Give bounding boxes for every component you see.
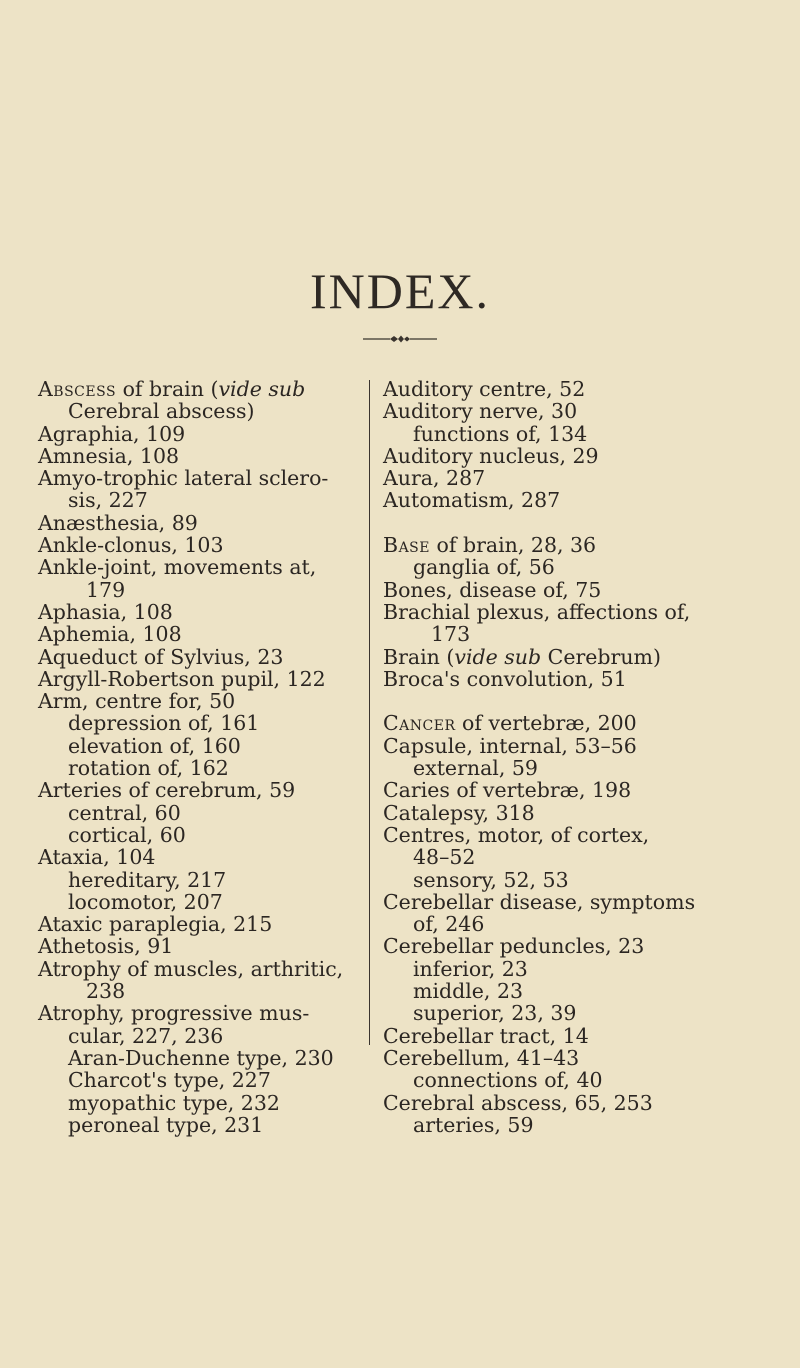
index-entry: Cerebral abscess, 65, 253 (383, 1090, 653, 1115)
index-entry: arteries, 59 (413, 1112, 534, 1137)
index-entry: sensory, 52, 53 (413, 867, 569, 892)
index-entry: Amyo-trophic lateral sclero- (38, 466, 329, 491)
index-entry: Atrophy, progressive mus- (38, 1001, 310, 1026)
index-entry: Agraphia, 109 (38, 421, 186, 446)
index-entry: inferior, 23 (413, 956, 528, 981)
index-entry: external, 59 (413, 756, 538, 781)
index-entry: Abscess of brain (vide sub (38, 377, 306, 401)
index-column-left (38, 378, 368, 1136)
index-entry: depression of, 161 (68, 711, 260, 736)
index-entry: elevation of, 160 (68, 733, 241, 758)
index-entry: cular, 227, 236 (68, 1023, 224, 1048)
index-entry: Athetosis, 91 (38, 934, 174, 959)
index-entry: Cerebral abscess) (68, 399, 255, 424)
index-entry: 238 (86, 979, 126, 1004)
title-ornament (363, 334, 437, 344)
index-entry: Cerebellar peduncles, 23 (383, 934, 645, 959)
index-entry: Brachial plexus, affections of, (383, 599, 691, 624)
index-entry: Centres, motor, of cortex, (383, 822, 650, 847)
index-entry: Cerebellar disease, symptoms (383, 889, 696, 914)
index-entry: Caries of vertebræ, 198 (383, 778, 632, 803)
index-entry: Auditory nerve, 30 (383, 399, 578, 424)
index-entry: Atrophy of muscles, arthritic, (38, 956, 344, 981)
index-entry: Anæsthesia, 89 (38, 510, 198, 535)
index-entry: cortical, 60 (68, 822, 186, 847)
index-entry: peroneal type, 231 (68, 1112, 264, 1137)
index-entry: Broca's convolution, 51 (383, 666, 627, 691)
index-entry: connections of, 40 (413, 1068, 603, 1093)
index-entry: locomotor, 207 (68, 889, 223, 914)
index-entry: superior, 23, 39 (413, 1001, 577, 1026)
index-entry: Ankle-joint, movements at, (38, 555, 317, 580)
index-entry: Aran-Duchenne type, 230 (68, 1045, 334, 1070)
index-entry: Arteries of cerebrum, 59 (38, 778, 296, 803)
index-entry: Ankle-clonus, 103 (38, 533, 224, 558)
index-entry: Auditory nucleus, 29 (383, 443, 599, 468)
index-entry: Auditory centre, 52 (383, 377, 586, 401)
index-entry: Automatism, 287 (383, 488, 561, 513)
index-entry: rotation of, 162 (68, 756, 229, 781)
index-entry: Aphemia, 108 (38, 622, 182, 647)
index-entry: Ataxic paraplegia, 215 (38, 912, 273, 937)
index-entry: Base of brain, 28, 36 (383, 533, 597, 558)
index-entry: Cerebellum, 41–43 (383, 1045, 580, 1070)
index-entry: 179 (86, 577, 126, 602)
index-entry: Arm, centre for, 50 (38, 689, 236, 714)
index-entry: Cancer of vertebræ, 200 (383, 711, 637, 736)
index-entry: myopathic type, 232 (68, 1090, 280, 1115)
index-column-right (383, 378, 713, 1136)
index-entry: 173 (431, 622, 471, 647)
index-entry: Aura, 287 (383, 466, 486, 491)
index-entry: hereditary, 217 (68, 867, 227, 892)
index-entry: Aphasia, 108 (38, 599, 173, 624)
index-entry: middle, 23 (413, 979, 524, 1004)
index-entry: Brain (vide sub Cerebrum) (383, 644, 661, 669)
index-entry: functions of, 134 (413, 421, 588, 446)
index-entry: of, 246 (413, 912, 485, 937)
index-entry: sis, 227 (68, 488, 148, 513)
column-divider (369, 380, 370, 1045)
index-entry: ganglia of, 56 (413, 555, 555, 580)
index-entry: Catalepsy, 318 (383, 800, 535, 825)
index-entry: Capsule, internal, 53–56 (383, 733, 637, 758)
index-entry: 48–52 (413, 845, 476, 870)
index-entry: Aqueduct of Sylvius, 23 (38, 644, 284, 669)
index-entry: Charcot's type, 227 (68, 1068, 271, 1093)
index-entry: central, 60 (68, 800, 181, 825)
index-entry: Ataxia, 104 (38, 845, 156, 870)
index-entry: Amnesia, 108 (38, 443, 180, 468)
index-entry: Cerebellar tract, 14 (383, 1023, 589, 1048)
page-title: INDEX. (309, 263, 491, 319)
index-entry: Argyll-Robertson pupil, 122 (38, 666, 326, 691)
index-entry: Bones, disease of, 75 (383, 577, 602, 602)
